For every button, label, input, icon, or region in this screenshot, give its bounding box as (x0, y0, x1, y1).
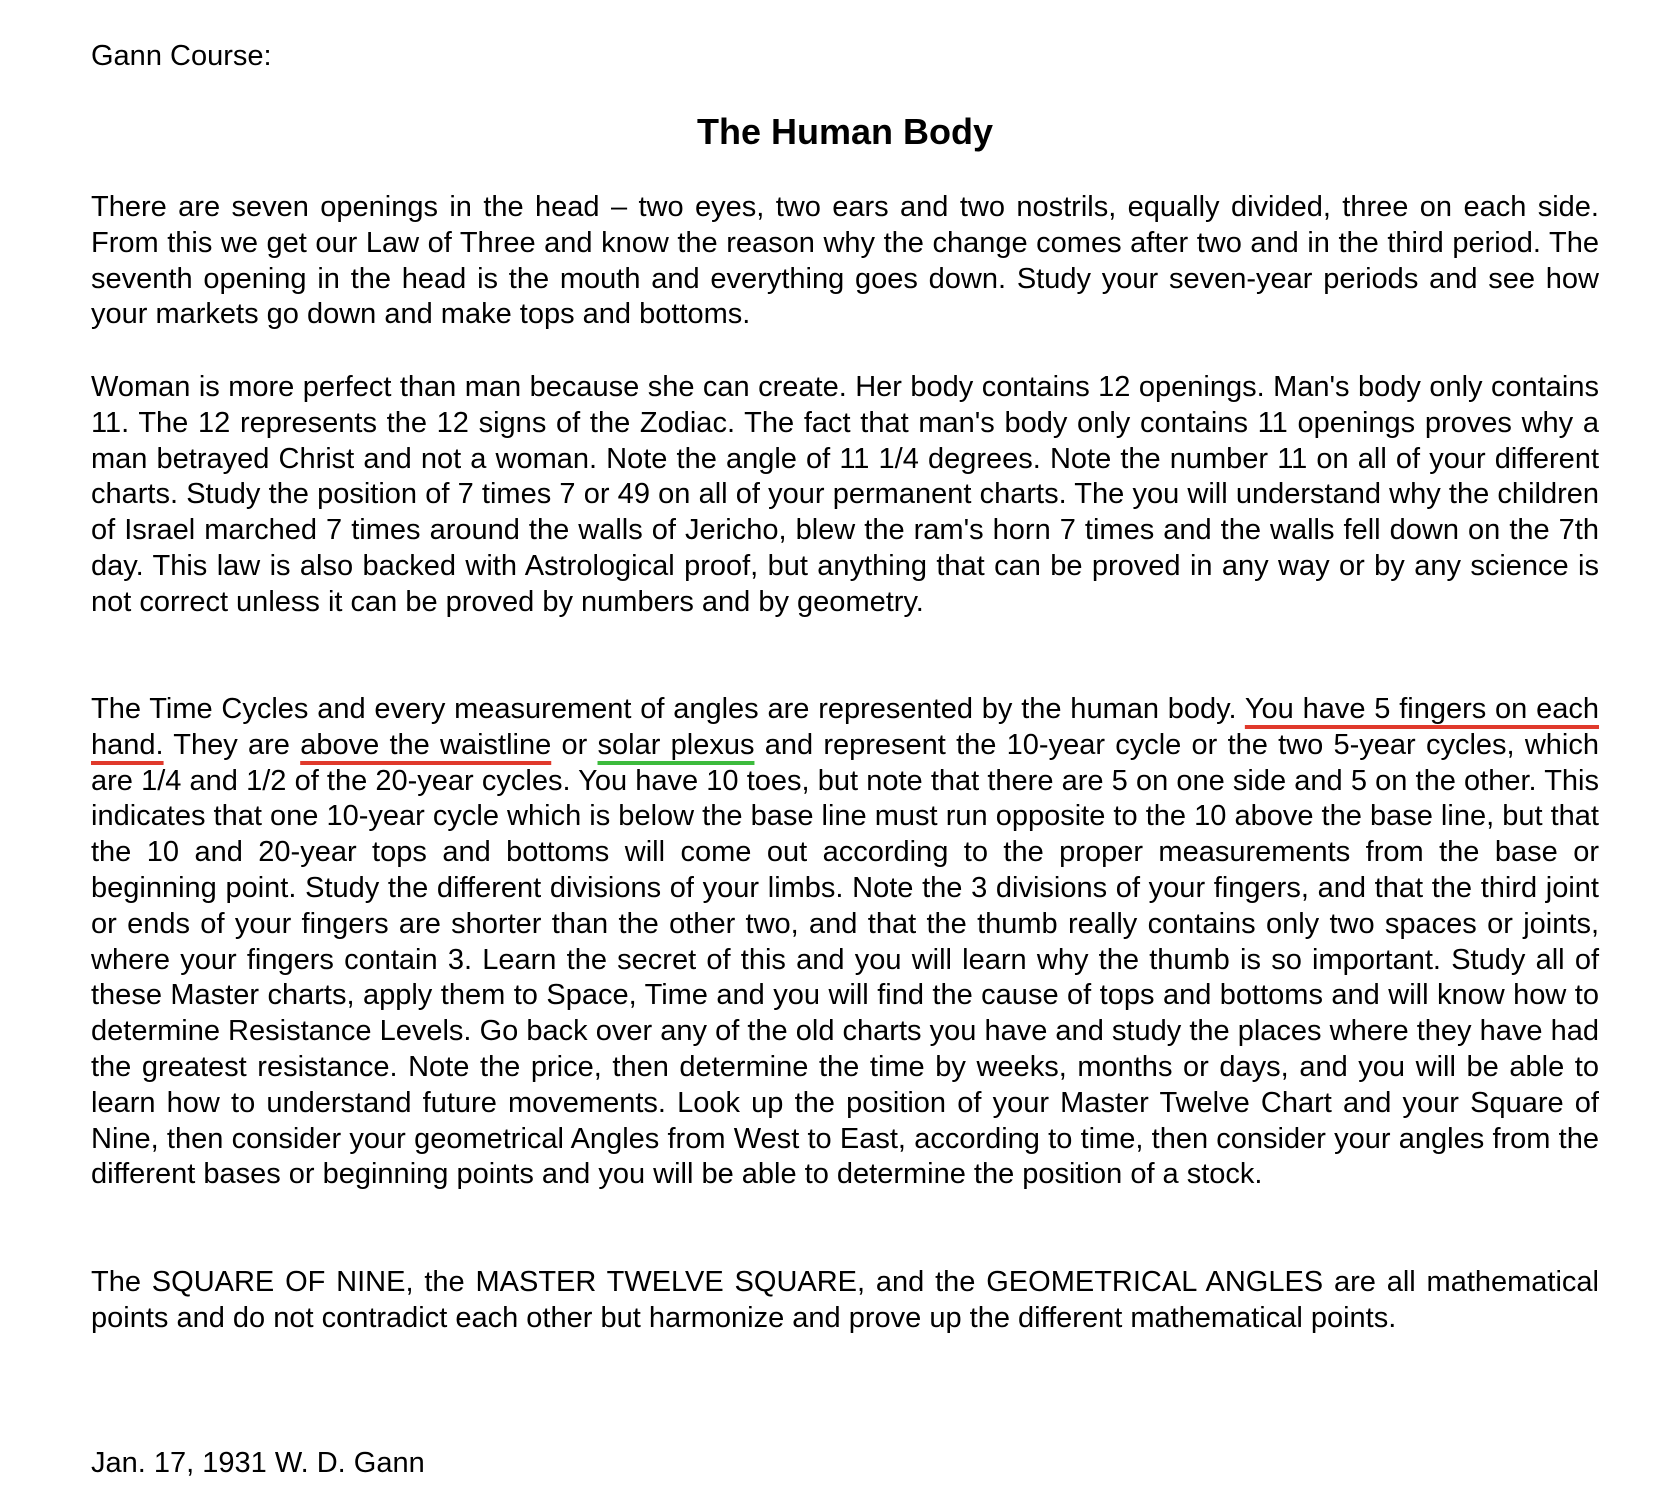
red-underlined-phrase-fingers: You have 5 fingers on each hand. (91, 693, 1600, 761)
paragraph-square-of-nine: The SQUARE OF NINE, the MASTER TWELVE SQUARE, and the GEOMETRICAL ANGLES are all mathematical points and do not contradict each other but harmonize and prove up the different mathematical points. (91, 1266, 1599, 1334)
paragraph-text-segment: and represent the 10-year cycle or the two 5-year cycles, which are 1/4 and 1/2 of the 20-year cycles. You have 10 toes, but note that there are 5 on one side and 5 on the other. This indicates that one 10-year cycle which is below the base line must run opposite to the 10 above the base line, but that the 10 and 20-year tops and bottoms will come out according to the proper measurements from the base or beginning point. Study the different divisions of your limbs. Note the 3 divisions of your fingers, and that the third joint or ends of your fingers are shorter than the other two, and that the thumb really contains only two spaces or joints, where your fingers contain 3. Learn the secret of this and you will learn why the thumb is so important. Study all of these Master charts, apply them to Space, Time and you will find the cause of tops and bottoms and will know how to determine Resistance Levels. Go back over any of the old charts you have and study the places where they have had the greatest resistance. Note the price, then determine the time by weeks, months or days, and you will be able to learn how to understand future movements. Look up the position of your Master Twelve Chart and your Square of Nine, then consider your geometrical Angles from West to East, according to time, then consider your angles from the different bases or beginning points and you will be able to determine the position of a stock. (91, 728, 1599, 1191)
paragraph-text-segment: The Time Cycles and every measurement of angles are represented by the human body. (91, 693, 1245, 725)
paragraph-time-cycles (91, 692, 1599, 1193)
page-title: The Human Body (696, 111, 993, 152)
green-underlined-phrase-solar-plexus: solar plexus (597, 728, 755, 761)
paragraph-woman-openings: Woman is more perfect than man because she can create. Her body contains 12 openings. Man's body only contains 11. The 12 represents the 12 signs of the Zodiac. The fact that man's body only contains 11 openings proves why a man betrayed Christ and not a woman. Note the angle of 11 1/4 degrees. Note the number 11 on all of your different charts. Study the position of 7 times 7 or 49 on all of your permanent charts. The you will understand why the children of Israel marched 7 times around the walls of Jericho, blew the ram's horn 7 times and the walls fell down on the 7th day. This law is also backed with Astrological proof, but anything that can be proved in any way or by any science is not correct unless it can be proved by numbers and by geometry. (91, 371, 1599, 618)
signature-line: Jan. 17, 1931 W. D. Gann (91, 1447, 425, 1479)
paragraph-text-segment: or (551, 728, 598, 761)
red-underlined-phrase-waistline: above the waistline (300, 728, 552, 761)
course-label: Gann Course: (91, 40, 272, 72)
paragraph-seven-openings: There are seven openings in the head – two eyes, two ears and two nostrils, equally divided, three on each side. From this we get our Law of Three and know the reason why the change comes after two and in the third period. The seventh opening in the head is the mouth and everything goes down. Study your seven-year periods and see how your markets go down and make tops and bottoms. (91, 191, 1599, 331)
paragraph-text-segment: They are (163, 728, 301, 761)
